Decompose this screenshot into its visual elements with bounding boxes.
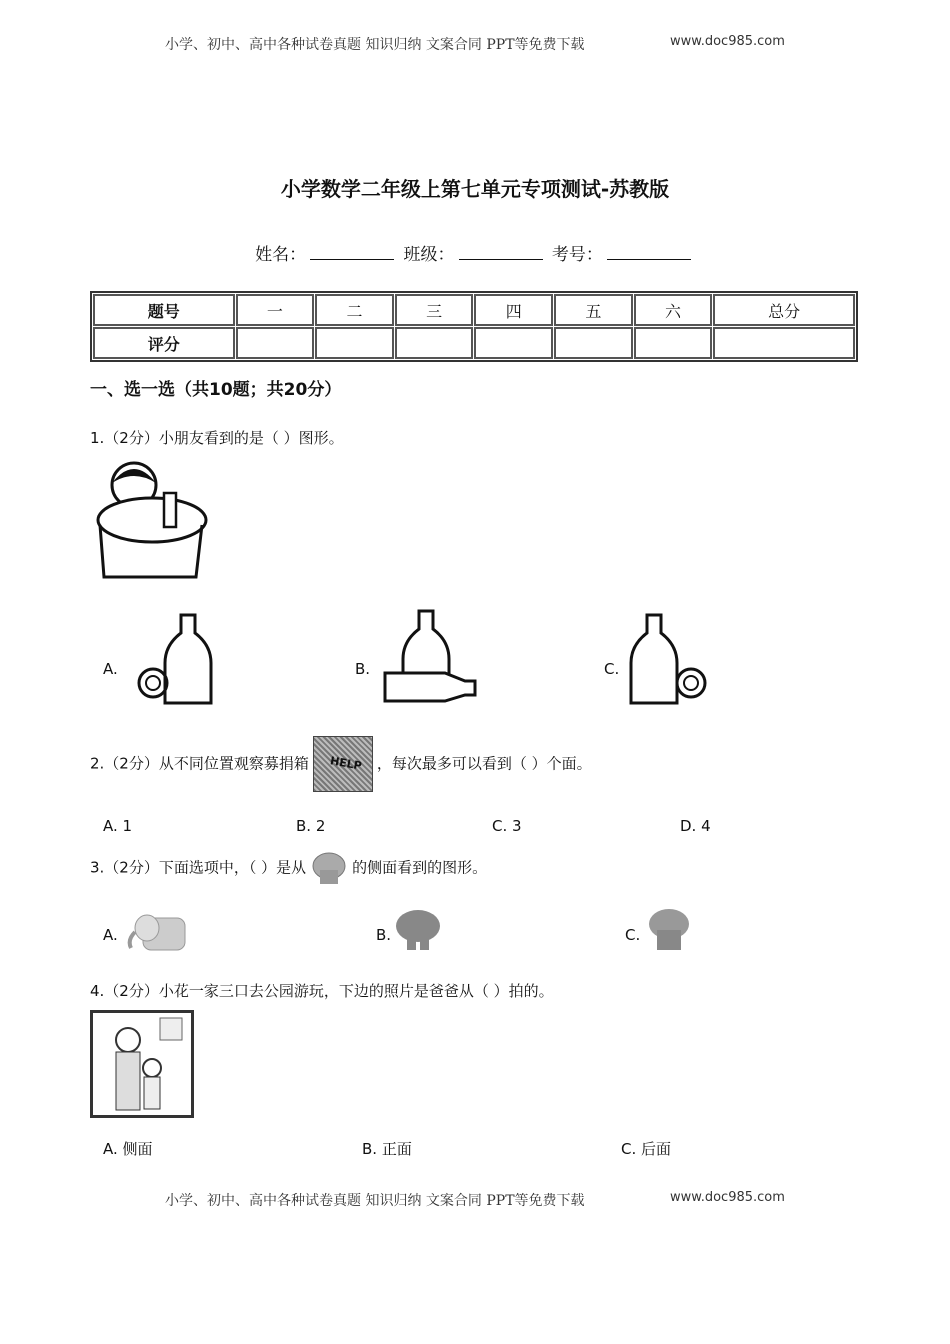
- name-label: 姓名：: [255, 245, 307, 265]
- q3-text-after: 的侧面看到的图形。: [352, 858, 488, 877]
- q2-option-c[interactable]: C. 3: [492, 817, 522, 835]
- q3-option-b[interactable]: B.: [376, 926, 392, 944]
- table-header-cell: 二: [315, 294, 394, 326]
- score-cell[interactable]: [236, 327, 315, 359]
- section-heading: 一、选一选（共10题；共20分）: [90, 380, 342, 400]
- footer-text: 小学、初中、高中各种试卷真题 知识归纳 文案合同 PPT等免费下载: [165, 1193, 585, 1209]
- question-4: 4.（2分）小花一家三口去公园游玩，下边的照片是爸爸从（ ）拍的。: [90, 982, 554, 1000]
- table-row: [93, 294, 855, 326]
- family-photo-image: [90, 1010, 194, 1118]
- score-cell[interactable]: [634, 327, 713, 359]
- table-header-cell: 一: [236, 294, 315, 326]
- elephant-side-image[interactable]: [125, 910, 189, 954]
- question-1: 1.（2分）小朋友看到的是（ ）图形。: [90, 429, 344, 447]
- class-label: 班级：: [403, 245, 455, 265]
- score-table: [90, 291, 858, 362]
- elephant-front-option-image[interactable]: [647, 906, 691, 954]
- q2-text-after: ，每次最多可以看到（ ）个面。: [376, 754, 592, 773]
- score-cell[interactable]: [713, 327, 855, 359]
- box-label: HELP: [328, 754, 363, 773]
- score-label: 评分: [93, 327, 235, 359]
- footer-link[interactable]: www.doc985.com: [670, 1190, 785, 1205]
- exam-no-field[interactable]: [607, 245, 691, 260]
- q2-option-b[interactable]: B. 2: [296, 817, 326, 835]
- child-at-table-image: [92, 455, 210, 585]
- q3-option-c[interactable]: C.: [625, 926, 641, 944]
- elephant-front-image: [310, 850, 348, 886]
- donation-box-image: [313, 736, 373, 792]
- q4-option-a[interactable]: A. 侧面: [103, 1140, 153, 1158]
- score-cell[interactable]: [395, 327, 474, 359]
- score-cell[interactable]: [554, 327, 633, 359]
- q4-option-b[interactable]: B. 正面: [362, 1140, 412, 1158]
- header-link[interactable]: www.doc985.com: [670, 34, 785, 49]
- bottle-ball-image-a[interactable]: [125, 607, 225, 707]
- elephant-back-image[interactable]: [393, 902, 443, 954]
- table-header-cell: 题号: [93, 294, 235, 326]
- class-field[interactable]: [459, 245, 543, 260]
- q1-option-c[interactable]: C.: [604, 660, 620, 678]
- q2-option-a[interactable]: A. 1: [103, 817, 133, 835]
- name-field[interactable]: [310, 245, 394, 260]
- table-header-cell: 三: [395, 294, 474, 326]
- q3-text-before: 3.（2分）下面选项中，（ ）是从: [90, 858, 307, 877]
- table-header-cell: 总分: [713, 294, 855, 326]
- q1-option-a[interactable]: A.: [103, 660, 118, 678]
- page-title: 小学数学二年级上第七单元专项测试-苏教版: [280, 177, 670, 201]
- question-3: [90, 850, 487, 886]
- bottle-ball-image-b[interactable]: [375, 605, 479, 707]
- table-header-cell: 五: [554, 294, 633, 326]
- q4-option-c[interactable]: C. 后面: [621, 1140, 672, 1158]
- table-header-cell: 四: [474, 294, 553, 326]
- score-cell[interactable]: [474, 327, 553, 359]
- q3-option-a[interactable]: A.: [103, 926, 118, 944]
- table-header-cell: 六: [634, 294, 713, 326]
- student-info: [0, 240, 950, 265]
- bottle-ball-image-c[interactable]: [623, 607, 727, 707]
- q1-option-b[interactable]: B.: [355, 660, 371, 678]
- question-2: [90, 736, 592, 792]
- q2-text-before: 2.（2分）从不同位置观察募捐箱: [90, 754, 309, 773]
- table-row: [93, 327, 855, 359]
- q2-option-d[interactable]: D. 4: [680, 817, 711, 835]
- score-cell[interactable]: [315, 327, 394, 359]
- exam-no-label: 考号：: [551, 245, 603, 265]
- header-text: 小学、初中、高中各种试卷真题 知识归纳 文案合同 PPT等免费下载: [165, 37, 585, 53]
